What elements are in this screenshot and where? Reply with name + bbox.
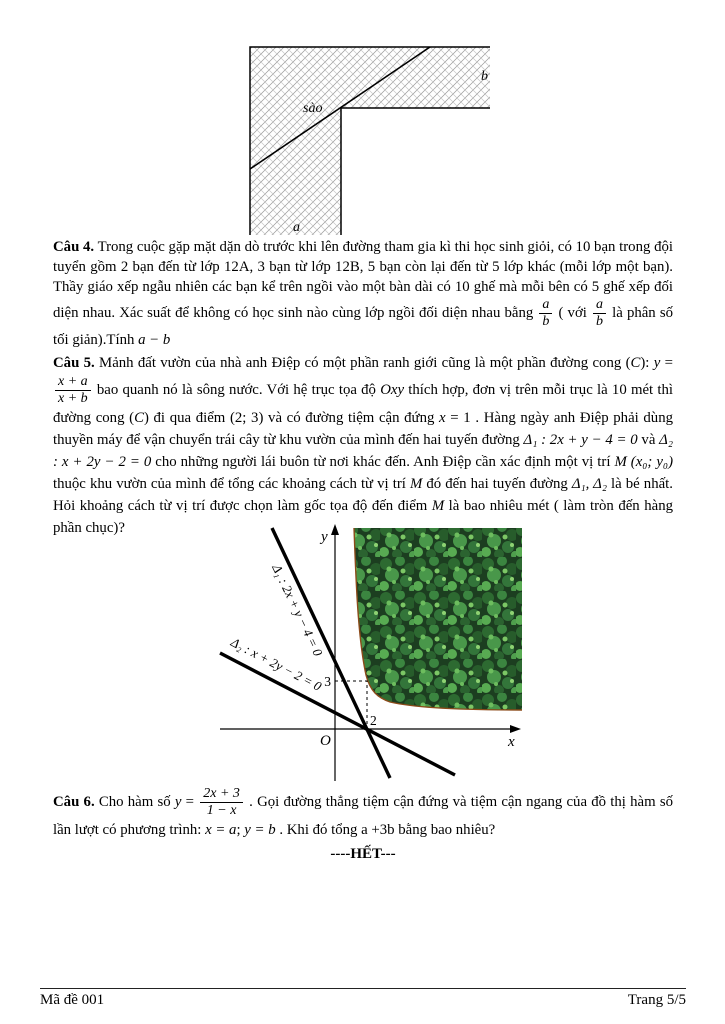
page-number: Trang 5/5 [627, 992, 686, 1008]
corridor-figure [245, 38, 495, 240]
line-delta2-label: Δ₂ : x + 2y − 2 = 0 [228, 634, 325, 694]
coordinate-graph-figure [210, 523, 530, 788]
question-4-text: Câu 4. Trong cuộc gặp mặt dặn dò trước khi lên đường tham gia kì thi học sinh giỏi, có 10 bạn trong đội tuyển gồm 2 bạn đến từ lớp 12A, 3 bạn từ lớp 12B, 5 bạn còn lại đến từ 5 lớp khác (mỗi lớp một bạn). Thầy giáo xếp ngẫu nhiên các bạn kể trên ngồi vào một bàn dài có 10 ghế mà mỗi bên có 5 ghế xếp đối diện nhau. Xác suất để không có học sinh nào cùng lớp ngồi đối diện nhau bằng $\frac{a}{b}$ ( với $\frac{a}{b}$ là phân số tối giản).Tính a − b [53, 239, 673, 349]
question-6-text: Câu 6. Cho hàm số y = $\frac{2x + 3}{1 - x}$ . Gọi đường thẳng tiệm cận đứng và tiệm cận ngang của đồ thị hàm số lần lượt có phương trình: x = a; y = b . Khi đó tổng a +3b bằng bao nhiêu? [53, 786, 673, 839]
footer [40, 992, 686, 1009]
question-5-text: Câu 5. Mảnh đất vườn của nhà anh Điệp có một phần ranh giới cũng là một phần đường cong (C): y = $\frac{x + a}{x + b}$ bao quanh nó là sông nước. Với hệ trục tọa độ Oxy thích hợp, đơn vị trên mỗi trục là 10 mét thì đường cong (C) đi qua điểm (2; 3) và có đường tiệm cận đứng x = 1 . Hàng ngày anh Điệp phải dùng thuyền máy để vận chuyển trái cây từ khu vườn của mình đến hai tuyến đường Δ₁ : 2x + y − 4 = 0 và Δ₂ : x + 2y − 2 = 0 cho những người lái buôn từ nơi khác đến. Anh Điệp cần xác định một vị trí M (x₀; y₀) thuộc khu vườn của mình để tổng các khoảng cách từ vị trí M đó đến hai tuyến đường Δ₁, Δ₂ là bé nhất. Hỏi khoảng cách từ vị trí được chọn làm gốc tọa độ đến điểm M là bao nhiêu mét ( làm tròn đến hàng phần chục)? [53, 355, 674, 537]
pole-label: sào [303, 101, 323, 116]
x-tick-2: 2 [370, 713, 377, 728]
line-delta1-label: Δ₁ : 2x + y − 4 = 0 [269, 561, 326, 659]
end-marker: ----HẾT--- [330, 846, 396, 862]
footer-rule [40, 988, 686, 989]
y-axis-label: y [321, 529, 328, 545]
origin-label: O [320, 733, 331, 749]
hatched-region [250, 47, 490, 235]
x-axis-arrow [510, 725, 521, 733]
exam-code: Mã đề 001 [40, 992, 105, 1008]
width-b-label: b [481, 69, 488, 84]
y-axis-arrow [331, 524, 339, 535]
forest-region [354, 528, 522, 710]
width-a-label: a [293, 220, 300, 235]
x-axis-label: x [508, 734, 515, 750]
corridor-inner-outline [341, 108, 490, 235]
y-tick-3: 3 [324, 674, 331, 689]
